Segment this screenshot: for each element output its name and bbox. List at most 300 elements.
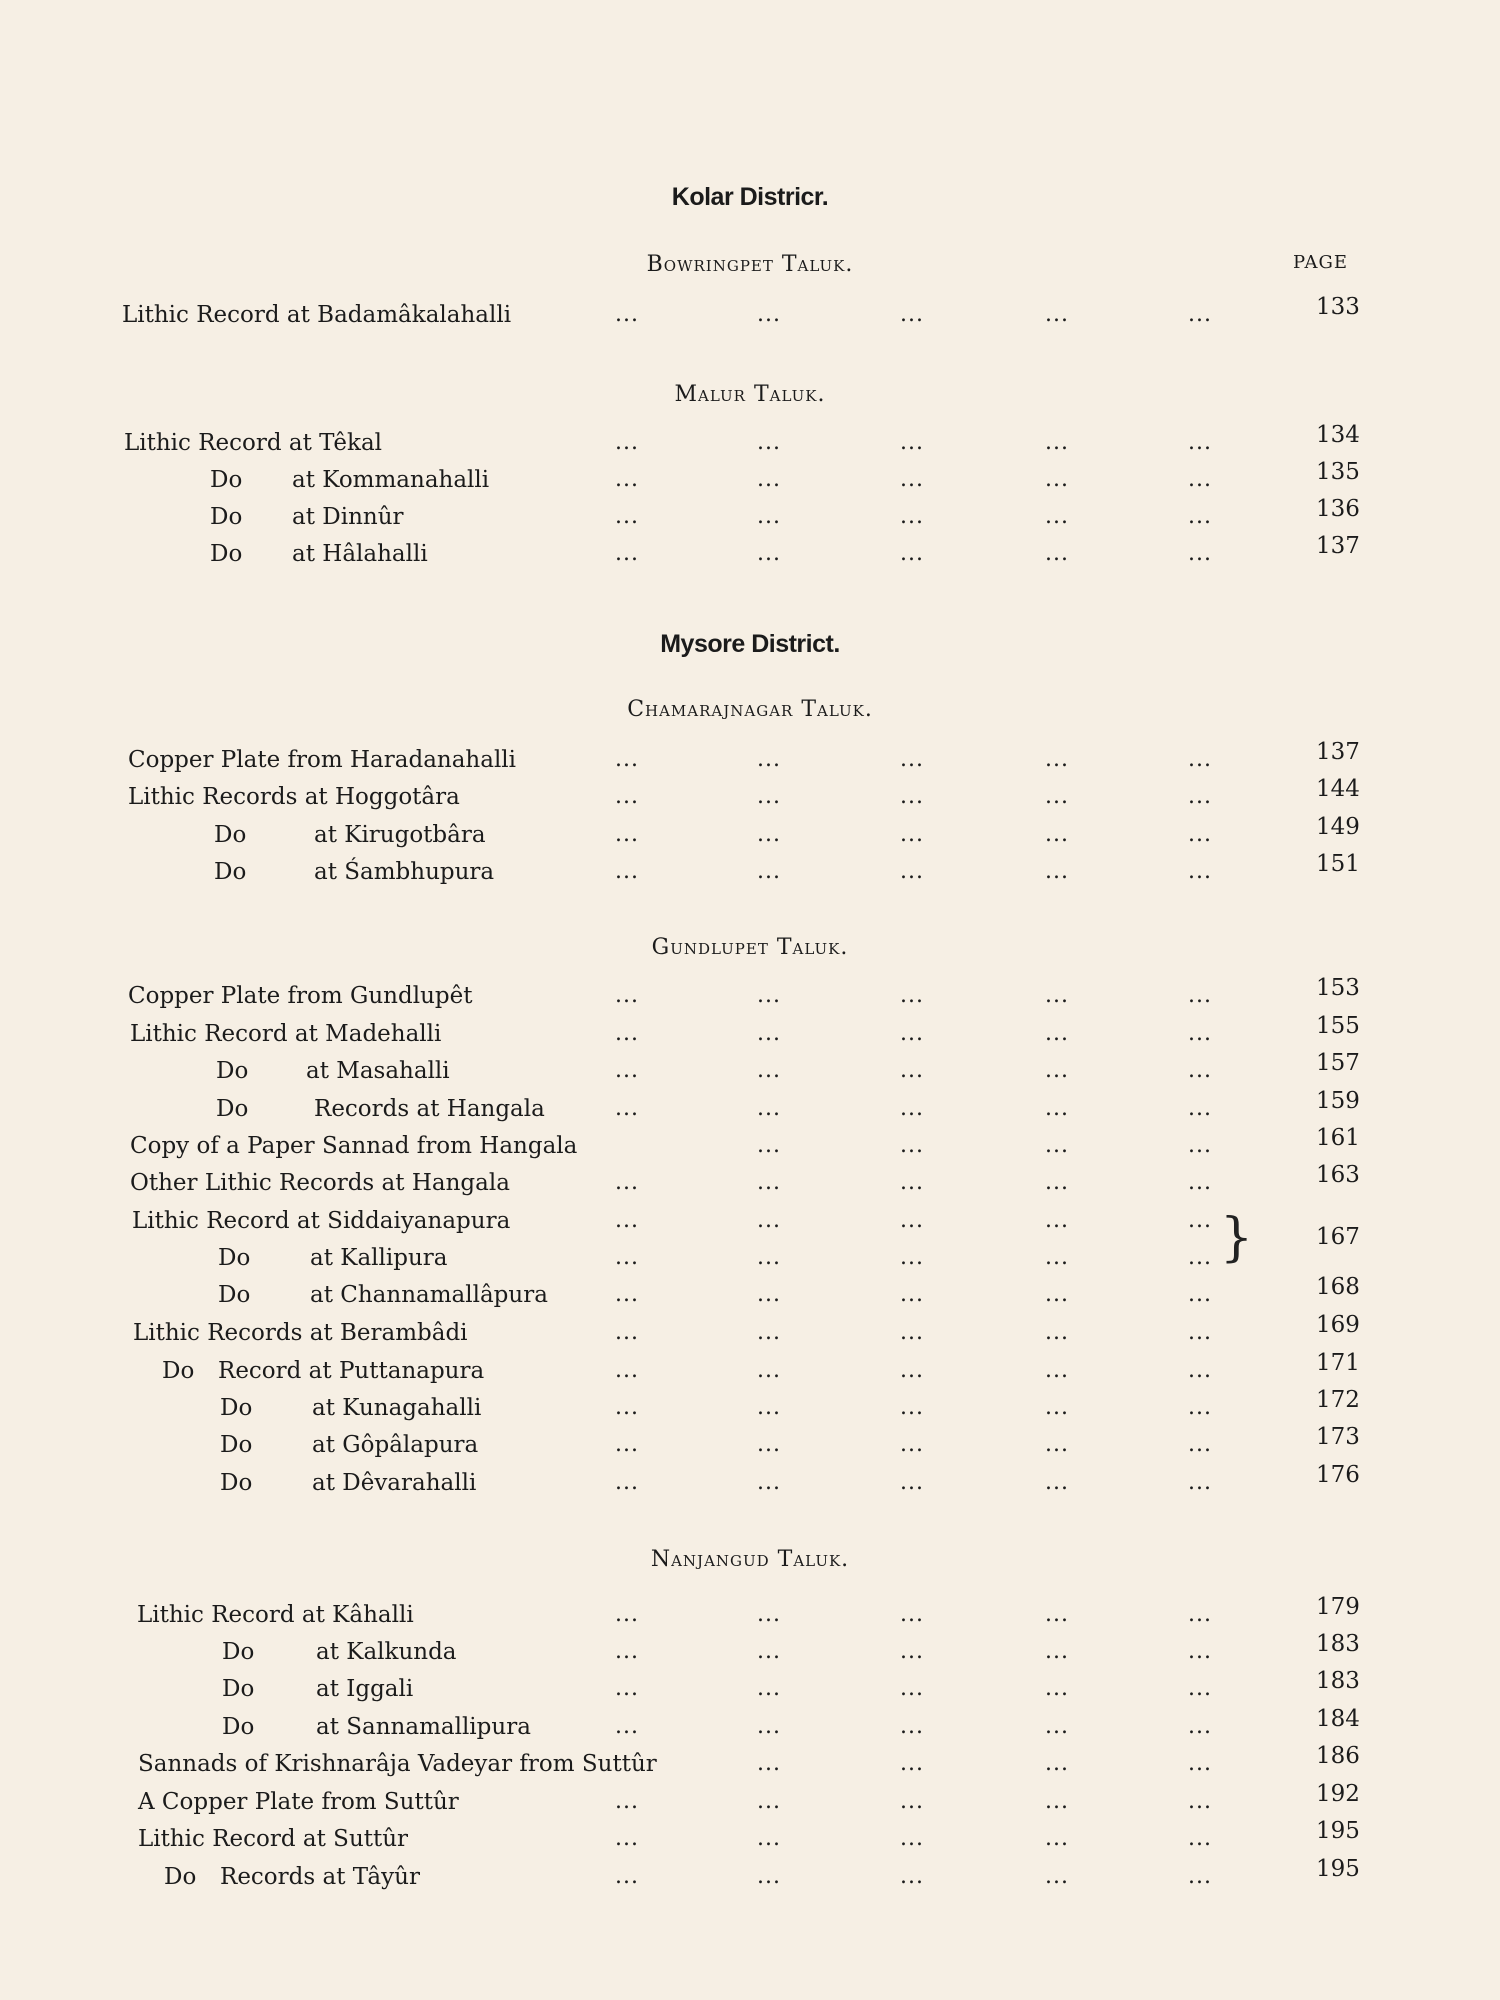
index-entry — [0, 1050, 1500, 1092]
dot-leader: ... — [900, 822, 924, 847]
dot-leader: ... — [900, 1282, 924, 1307]
entry-page-number: 195 — [1316, 1818, 1360, 1844]
entry-page-number: 192 — [1316, 1781, 1360, 1807]
entry-title-main: Do — [216, 1096, 249, 1122]
entry-title-main: Lithic Records at Hoggotâra — [128, 784, 460, 810]
entry-title-main: Do — [210, 504, 243, 530]
dot-leader: ... — [900, 1320, 924, 1345]
dot-leader: ... — [1188, 1021, 1212, 1046]
entry-title-main: Do — [210, 541, 243, 567]
dot-leader: ... — [900, 1751, 924, 1776]
dot-leader: ... — [615, 302, 639, 327]
dot-leader: ... — [615, 1282, 639, 1307]
dot-leader: ... — [615, 1432, 639, 1457]
dot-leader: ... — [757, 1751, 781, 1776]
dot-leader: ... — [615, 822, 639, 847]
index-entry — [0, 1350, 1500, 1392]
entry-title — [124, 428, 382, 458]
dot-leader: ... — [757, 1058, 781, 1083]
entry-title-main: Do — [210, 467, 243, 493]
entry-title — [220, 1393, 252, 1423]
entry-title-main: Do — [214, 822, 247, 848]
entry-title-main: Do — [214, 859, 247, 885]
entry-title — [210, 465, 242, 495]
entry-page-number: 195 — [1316, 1856, 1360, 1882]
entry-title-sub: at Masahalli — [306, 1058, 450, 1084]
entry-title-main: Copper Plate from Gundlupêt — [128, 983, 473, 1009]
dot-leader: ... — [1045, 1245, 1069, 1270]
dot-leader: ... — [1045, 983, 1069, 1008]
entry-title — [218, 1280, 250, 1310]
dot-leader: ... — [900, 430, 924, 455]
entry-page-number: 183 — [1316, 1631, 1360, 1657]
dot-leader: ... — [615, 1639, 639, 1664]
entry-page-number: 183 — [1316, 1668, 1360, 1694]
entry-title — [216, 1094, 248, 1124]
dot-leader: ... — [1045, 1395, 1069, 1420]
entry-title-main: Do — [216, 1058, 249, 1084]
dot-leader: ... — [900, 1789, 924, 1814]
index-entry — [0, 1424, 1500, 1466]
entry-title-sub: at Kirugotbâra — [314, 822, 486, 848]
dot-leader: ... — [615, 1245, 639, 1270]
index-entry — [0, 1594, 1500, 1636]
dot-leader: ... — [615, 1395, 639, 1420]
entry-page-number: 163 — [1316, 1162, 1360, 1188]
district-heading-kolar: Kolar Districr. — [671, 183, 829, 211]
entry-title-main: Do — [220, 1395, 253, 1421]
dot-leader: ... — [900, 1714, 924, 1739]
dot-leader: ... — [900, 504, 924, 529]
dot-leader: ... — [757, 541, 781, 566]
taluk-heading-nanjangud: Nanjangud Taluk. — [650, 1547, 850, 1572]
entry-page-number: 153 — [1316, 975, 1360, 1001]
dot-leader: ... — [1188, 1714, 1212, 1739]
dot-leader: ... — [1188, 1096, 1212, 1121]
dot-leader: ... — [1045, 1432, 1069, 1457]
index-entry — [0, 814, 1500, 856]
dot-leader: ... — [615, 1021, 639, 1046]
dot-leader: ... — [1188, 983, 1212, 1008]
index-entry — [0, 1781, 1500, 1823]
index-entry — [0, 776, 1500, 818]
dot-leader: ... — [1045, 302, 1069, 327]
dot-leader: ... — [757, 1208, 781, 1233]
entry-page-number: 157 — [1316, 1050, 1360, 1076]
dot-leader: ... — [900, 1395, 924, 1420]
dot-leader: ... — [757, 1021, 781, 1046]
entry-title — [128, 745, 516, 775]
index-entry — [0, 1243, 1500, 1279]
page-column-heading: PAGE — [1293, 252, 1348, 273]
dot-leader: ... — [900, 1021, 924, 1046]
dot-leader: ... — [1045, 1826, 1069, 1851]
dot-leader: ... — [615, 1602, 639, 1627]
dot-leader: ... — [757, 1320, 781, 1345]
dot-leader: ... — [1045, 430, 1069, 455]
dot-leader: ... — [1045, 504, 1069, 529]
entry-title — [214, 857, 246, 887]
dot-leader: ... — [615, 859, 639, 884]
index-entry — [0, 1387, 1500, 1429]
dot-leader: ... — [900, 1639, 924, 1664]
dot-leader: ... — [615, 784, 639, 809]
entry-title — [138, 1749, 657, 1779]
entry-title-main: Do — [220, 1432, 253, 1458]
dot-leader: ... — [757, 1395, 781, 1420]
index-entry — [0, 422, 1500, 464]
entry-page-number: 135 — [1316, 459, 1360, 485]
entry-page-number: 136 — [1316, 496, 1360, 522]
entry-title-main: Do — [218, 1245, 251, 1271]
dot-leader: ... — [757, 1133, 781, 1158]
dot-leader: ... — [1045, 859, 1069, 884]
dot-leader: ... — [1045, 541, 1069, 566]
taluk-heading-malur: Malur Taluk. — [674, 382, 826, 407]
dot-leader: ... — [757, 1282, 781, 1307]
entry-title-main: Other Lithic Records at Hangala — [130, 1170, 510, 1196]
dot-leader: ... — [757, 1789, 781, 1814]
dot-leader: ... — [1188, 1058, 1212, 1083]
entry-title-sub: Records at Tâyûr — [220, 1864, 420, 1890]
dot-leader: ... — [615, 1058, 639, 1083]
dot-leader: ... — [615, 1470, 639, 1495]
dot-leader: ... — [1188, 1432, 1212, 1457]
dot-leader: ... — [1045, 1058, 1069, 1083]
index-entry — [0, 496, 1500, 538]
entry-title-main: Lithic Records at Berambâdi — [133, 1320, 468, 1346]
dot-leader: ... — [900, 1432, 924, 1457]
dot-leader: ... — [1188, 1470, 1212, 1495]
dot-leader: ... — [1188, 1395, 1212, 1420]
index-entry — [0, 1312, 1500, 1354]
entry-page-number: 137 — [1316, 739, 1360, 765]
entry-title-sub: Records at Hangala — [314, 1096, 545, 1122]
entry-page-number: 169 — [1316, 1312, 1360, 1338]
dot-leader: ... — [900, 1058, 924, 1083]
dot-leader: ... — [900, 747, 924, 772]
dot-leader: ... — [1188, 1358, 1212, 1383]
dot-leader: ... — [1188, 1170, 1212, 1195]
entry-title-sub: at Kalkunda — [316, 1639, 457, 1665]
entry-title-sub: at Kallipura — [310, 1245, 448, 1271]
dot-leader: ... — [615, 430, 639, 455]
dot-leader: ... — [900, 1170, 924, 1195]
dot-leader: ... — [757, 430, 781, 455]
dot-leader: ... — [900, 859, 924, 884]
entry-title-main: A Copper Plate from Suttûr — [138, 1789, 459, 1815]
entry-title-main: Do — [222, 1639, 255, 1665]
dot-leader: ... — [615, 1789, 639, 1814]
entry-title — [137, 1600, 414, 1630]
dot-leader: ... — [615, 541, 639, 566]
dot-leader: ... — [757, 822, 781, 847]
entry-page-number: 151 — [1316, 851, 1360, 877]
index-entry — [0, 1743, 1500, 1785]
dot-leader: ... — [757, 1432, 781, 1457]
dot-leader: ... — [757, 504, 781, 529]
dot-leader: ... — [1045, 1170, 1069, 1195]
entry-page-number: 173 — [1316, 1424, 1360, 1450]
index-entry — [0, 459, 1500, 501]
dot-leader: ... — [1188, 1676, 1212, 1701]
dot-leader: ... — [615, 1676, 639, 1701]
dot-leader: ... — [1188, 1208, 1212, 1233]
entry-title — [222, 1674, 254, 1704]
entry-title-sub: at Kommanahalli — [292, 467, 490, 493]
entry-title-main: Do — [164, 1864, 197, 1890]
entry-title — [130, 1019, 441, 1049]
entry-title-main: Do — [162, 1358, 195, 1384]
dot-leader: ... — [615, 1320, 639, 1345]
dot-leader: ... — [1188, 1602, 1212, 1627]
dot-leader: ... — [757, 1826, 781, 1851]
dot-leader: ... — [1045, 1133, 1069, 1158]
entry-page-number: 184 — [1316, 1706, 1360, 1732]
entry-title-sub: at Iggali — [316, 1676, 414, 1702]
dot-leader: ... — [1188, 430, 1212, 455]
dot-leader: ... — [615, 467, 639, 492]
index-entry — [0, 851, 1500, 893]
entry-title — [210, 502, 242, 532]
dot-leader: ... — [1045, 822, 1069, 847]
dot-leader: ... — [1188, 1826, 1212, 1851]
dot-leader: ... — [900, 1096, 924, 1121]
dot-leader: ... — [615, 983, 639, 1008]
dot-leader: ... — [1188, 467, 1212, 492]
dot-leader: ... — [757, 1676, 781, 1701]
dot-leader: ... — [900, 1470, 924, 1495]
entry-title — [128, 981, 472, 1011]
dot-leader: ... — [1188, 747, 1212, 772]
index-entry — [0, 1125, 1500, 1167]
dot-leader: ... — [1045, 1208, 1069, 1233]
entry-title — [138, 1787, 459, 1817]
entry-page-number: 172 — [1316, 1387, 1360, 1413]
entry-page-number: 133 — [1316, 294, 1360, 320]
dot-leader: ... — [1188, 1133, 1212, 1158]
index-entry — [0, 975, 1500, 1017]
entry-title-sub: at Dinnûr — [292, 504, 404, 530]
dot-leader: ... — [757, 1096, 781, 1121]
entry-title-main: Copy of a Paper Sannad from Hangala — [130, 1133, 578, 1159]
entry-title — [138, 1824, 408, 1854]
page-brace: } — [1220, 1208, 1254, 1268]
entry-title — [222, 1712, 254, 1742]
index-entry — [0, 1462, 1500, 1504]
entry-title-main: Copper Plate from Haradanahalli — [128, 747, 517, 773]
dot-leader: ... — [1188, 1639, 1212, 1664]
dot-leader: ... — [757, 1245, 781, 1270]
entry-title-main: Do — [222, 1714, 255, 1740]
index-entry — [0, 1856, 1500, 1898]
entry-page-number: 176 — [1316, 1462, 1360, 1488]
entry-title-main: Lithic Record at Suttûr — [138, 1826, 409, 1852]
dot-leader: ... — [1045, 1789, 1069, 1814]
entry-page-number: 137 — [1316, 533, 1360, 559]
entry-page-number: 161 — [1316, 1125, 1360, 1151]
dot-leader: ... — [1188, 859, 1212, 884]
entry-title — [132, 1206, 510, 1236]
dot-leader: ... — [1188, 1789, 1212, 1814]
dot-leader: ... — [1188, 1245, 1212, 1270]
entry-title-sub: at Hâlahalli — [292, 541, 428, 567]
entry-title-main: Lithic Record at Kâhalli — [137, 1602, 414, 1628]
entry-title-sub: at Gôpâlapura — [312, 1432, 479, 1458]
entry-page-number: 186 — [1316, 1743, 1360, 1769]
dot-leader: ... — [1188, 302, 1212, 327]
entry-title — [128, 782, 460, 812]
entry-title-main: Lithic Record at Badamâkalahalli — [122, 302, 512, 328]
dot-leader: ... — [1045, 784, 1069, 809]
entry-title-main: Lithic Record at Madehalli — [130, 1021, 442, 1047]
dot-leader: ... — [1045, 1021, 1069, 1046]
dot-leader: ... — [900, 1358, 924, 1383]
entry-title — [164, 1862, 196, 1892]
entry-page-number: 144 — [1316, 776, 1360, 802]
index-entry — [0, 1631, 1500, 1673]
dot-leader: ... — [757, 302, 781, 327]
dot-leader: ... — [1188, 784, 1212, 809]
dot-leader: ... — [757, 1358, 781, 1383]
entry-title — [222, 1637, 254, 1667]
dot-leader: ... — [1045, 747, 1069, 772]
dot-leader: ... — [615, 1826, 639, 1851]
entry-title-sub: at Sannamallipura — [316, 1714, 531, 1740]
entry-title-main: Lithic Record at Têkal — [124, 430, 383, 456]
entry-page-number: 179 — [1316, 1594, 1360, 1620]
dot-leader: ... — [1045, 1751, 1069, 1776]
index-entry — [0, 1088, 1500, 1130]
index-entry — [0, 1706, 1500, 1748]
dot-leader: ... — [757, 1470, 781, 1495]
dot-leader: ... — [900, 1245, 924, 1270]
dot-leader: ... — [1045, 467, 1069, 492]
dot-leader: ... — [1045, 1602, 1069, 1627]
dot-leader: ... — [1188, 1751, 1212, 1776]
index-entry — [0, 739, 1500, 781]
dot-leader: ... — [1188, 1320, 1212, 1345]
entry-page-number: 167 — [1316, 1224, 1360, 1250]
entry-title — [214, 820, 246, 850]
entry-title — [216, 1056, 248, 1086]
entry-title — [122, 300, 511, 330]
dot-leader: ... — [900, 1864, 924, 1889]
entry-page-number: 159 — [1316, 1088, 1360, 1114]
entry-title-main: Sannads of Krishnarâja Vadeyar from Suttûr — [138, 1751, 657, 1777]
dot-leader: ... — [615, 1358, 639, 1383]
index-entry — [0, 1818, 1500, 1860]
dot-leader: ... — [757, 983, 781, 1008]
dot-leader: ... — [757, 1639, 781, 1664]
entry-title — [220, 1468, 252, 1498]
dot-leader: ... — [1045, 1714, 1069, 1739]
dot-leader: ... — [900, 1133, 924, 1158]
entry-title — [162, 1356, 194, 1386]
dot-leader: ... — [900, 784, 924, 809]
entry-title-sub: at Dêvarahalli — [312, 1470, 477, 1496]
entry-title-main: Do — [220, 1470, 253, 1496]
dot-leader: ... — [900, 541, 924, 566]
index-entry — [0, 294, 1500, 336]
index-entry — [0, 1013, 1500, 1055]
entry-title-sub: at Kunagahalli — [312, 1395, 482, 1421]
entry-title — [210, 539, 242, 569]
dot-leader: ... — [900, 1208, 924, 1233]
taluk-heading-bowringpet: Bowringpet Taluk. — [646, 252, 854, 277]
dot-leader: ... — [900, 983, 924, 1008]
dot-leader: ... — [1045, 1320, 1069, 1345]
entry-title-main: Do — [218, 1282, 251, 1308]
dot-leader: ... — [900, 1676, 924, 1701]
entry-page-number: 168 — [1316, 1274, 1360, 1300]
dot-leader: ... — [757, 1714, 781, 1739]
dot-leader: ... — [757, 467, 781, 492]
dot-leader: ... — [1045, 1639, 1069, 1664]
dot-leader: ... — [757, 1170, 781, 1195]
entry-title — [130, 1168, 510, 1198]
index-entry — [0, 1206, 1500, 1250]
dot-leader: ... — [615, 747, 639, 772]
entry-title-sub: Record at Puttanapura — [218, 1358, 485, 1384]
dot-leader: ... — [1045, 1470, 1069, 1495]
index-entry — [0, 1274, 1500, 1316]
dot-leader: ... — [1045, 1096, 1069, 1121]
entry-title-sub: at Channamallâpura — [310, 1282, 548, 1308]
index-entry — [0, 1162, 1500, 1204]
entry-title-sub: at Śambhupura — [314, 859, 495, 885]
dot-leader: ... — [1188, 1282, 1212, 1307]
dot-leader: ... — [615, 1096, 639, 1121]
dot-leader: ... — [1045, 1864, 1069, 1889]
taluk-heading-gundlupet: Gundlupet Taluk. — [651, 935, 849, 960]
index-entry — [0, 1668, 1500, 1710]
dot-leader: ... — [900, 1602, 924, 1627]
dot-leader: ... — [900, 1826, 924, 1851]
entry-title — [220, 1430, 252, 1460]
district-heading-mysore: Mysore District. — [660, 630, 840, 658]
dot-leader: ... — [757, 784, 781, 809]
index-entry — [0, 533, 1500, 575]
taluk-heading-chamarajnagar: Chamarajnagar Taluk. — [627, 697, 873, 722]
dot-leader: ... — [615, 1714, 639, 1739]
dot-leader: ... — [757, 859, 781, 884]
entry-title — [218, 1243, 250, 1273]
dot-leader: ... — [1188, 504, 1212, 529]
dot-leader: ... — [757, 1602, 781, 1627]
dot-leader: ... — [1188, 822, 1212, 847]
dot-leader: ... — [615, 1864, 639, 1889]
dot-leader: ... — [615, 504, 639, 529]
entry-page-number: 134 — [1316, 422, 1360, 448]
dot-leader: ... — [1188, 1864, 1212, 1889]
dot-leader: ... — [900, 467, 924, 492]
dot-leader: ... — [615, 1208, 639, 1233]
entry-title — [130, 1131, 577, 1161]
entry-title-main: Do — [222, 1676, 255, 1702]
dot-leader: ... — [1045, 1676, 1069, 1701]
dot-leader: ... — [757, 1864, 781, 1889]
entry-page-number: 149 — [1316, 814, 1360, 840]
dot-leader: ... — [1188, 541, 1212, 566]
entry-title — [133, 1318, 468, 1348]
dot-leader: ... — [757, 747, 781, 772]
dot-leader: ... — [615, 1170, 639, 1195]
dot-leader: ... — [1045, 1358, 1069, 1383]
dot-leader: ... — [1045, 1282, 1069, 1307]
dot-leader: ... — [900, 302, 924, 327]
entry-title-main: Lithic Record at Siddaiyanapura — [132, 1208, 511, 1234]
